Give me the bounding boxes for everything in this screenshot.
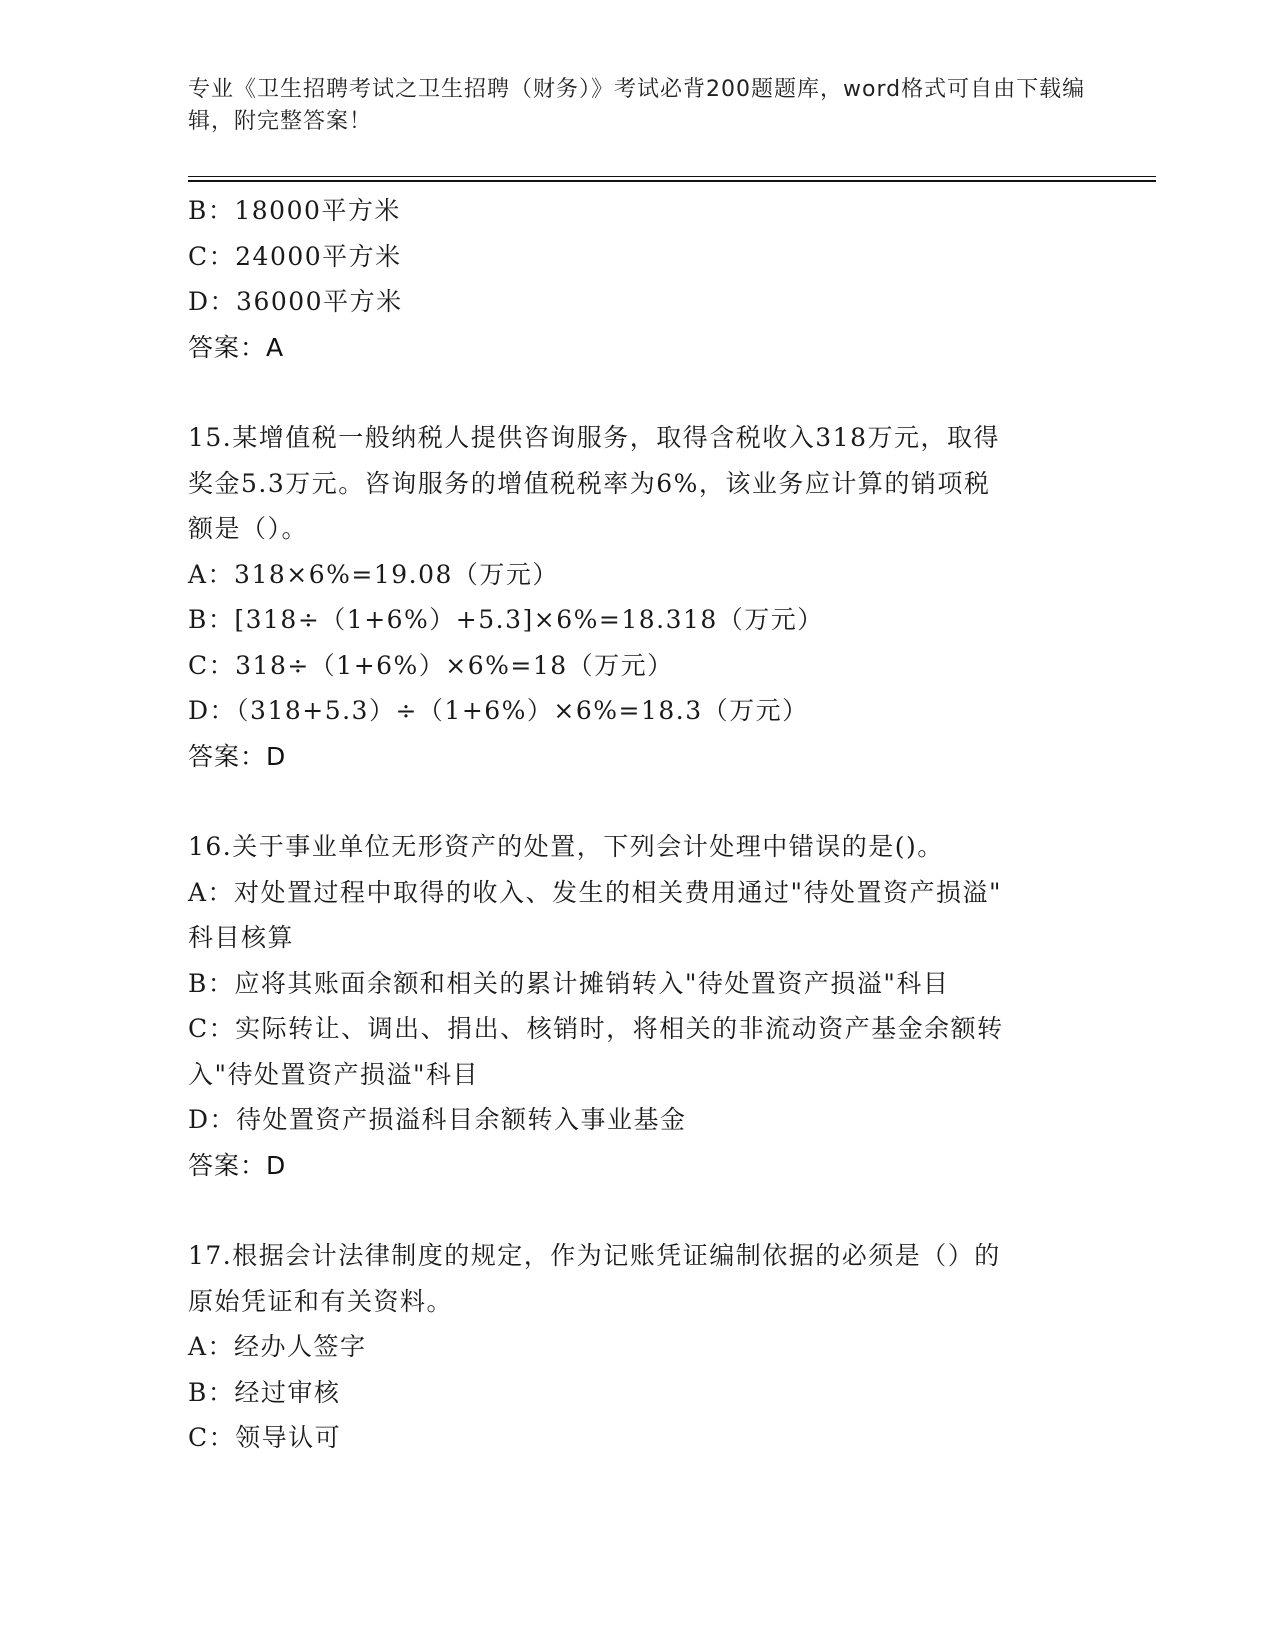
q15-answer: 答案：D: [188, 741, 287, 771]
q15-option-a: A：318×6%=19.08（万元）: [188, 559, 559, 589]
q15-stem-line-1: 15.某增值税一般纳税人提供咨询服务，取得含税收入318万元，取得: [188, 423, 1000, 452]
question-content: [188, 188, 1088, 1461]
q17-option-a: A：经办人签字: [188, 1332, 367, 1361]
q16-option-a-line-2: 科目核算: [188, 923, 295, 952]
q14-option-b: B：18000平方米: [188, 196, 401, 225]
q17-stem-line-1: 17.根据会计法律制度的规定，作为记账凭证编制依据的必须是（）的: [188, 1241, 1001, 1270]
header-rule-thin: [188, 176, 1156, 177]
q15-stem-line-3: 额是（）。: [188, 514, 309, 543]
header-rule-thick: [188, 180, 1156, 182]
spacer: [188, 370, 1088, 415]
q14-option-c: C：24000平方米: [188, 241, 402, 271]
q17-option-c: C：领导认可: [188, 1423, 342, 1452]
q15-stem-line-2: 奖金5.3万元。咨询服务的增值税税率为6%，该业务应计算的销项税: [188, 468, 991, 498]
document-header: 专业《卫生招聘考试之卫生招聘（财务）》考试必背200题题库，word格式可自由下载编辑，附完整答案！: [188, 77, 1086, 134]
q15-option-d: D：（318+5.3）÷（1+6%）×6%=18.3（万元）: [188, 696, 809, 725]
q17-option-b: B：经过审核: [188, 1377, 341, 1407]
q16-option-c-line-1: C：实际转让、调出、捐出、核销时，将相关的非流动资产基金余额转: [188, 1014, 1004, 1043]
spacer: [188, 1188, 1088, 1233]
q17-stem-line-2: 原始凭证和有关资料。: [188, 1286, 454, 1316]
spacer: [188, 779, 1088, 824]
q16-option-c-line-2: 入"待处置资产损溢"科目: [188, 1059, 479, 1089]
q16-stem: 16.关于事业单位无形资产的处置，下列会计处理中错误的是()。: [188, 832, 944, 861]
q15-option-c: C：318÷（1+6%）×6%=18（万元）: [188, 650, 674, 680]
q16-option-d: D：待处置资产损溢科目余额转入事业基金: [188, 1105, 687, 1134]
q16-answer: 答案：D: [188, 1150, 287, 1180]
q14-option-d: D：36000平方米: [188, 287, 403, 316]
q15-option-b: B：[318÷（1+6%）+5.3]×6%=18.318（万元）: [188, 605, 824, 634]
q16-option-b: B：应将其账面余额和相关的累计摊销转入"待处置资产损溢"科目: [188, 968, 950, 998]
q16-option-a-line-1: A：对处置过程中取得的收入、发生的相关费用通过"待处置资产损溢": [188, 877, 1003, 907]
q14-answer: 答案：A: [188, 332, 285, 362]
